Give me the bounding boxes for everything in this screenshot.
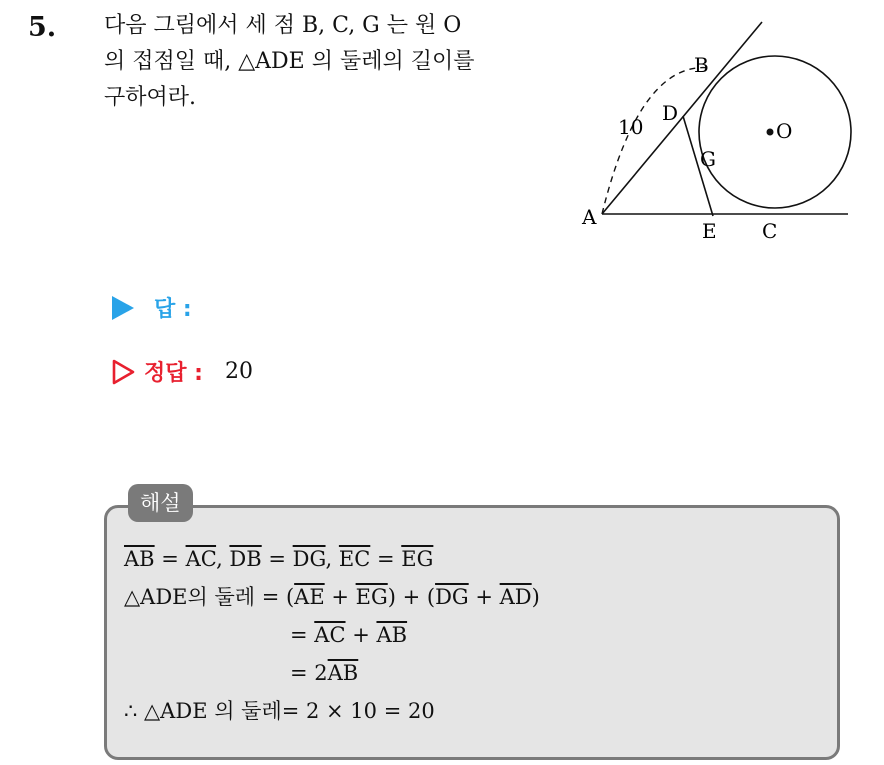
seg-eg: $\overline{EG}$ bbox=[401, 547, 434, 571]
play-outline-icon bbox=[112, 359, 136, 385]
seg-dg: $\overline{DG}$ bbox=[292, 547, 326, 571]
text: ) bbox=[531, 585, 540, 609]
seg-ec: $\overline{EC}$ bbox=[338, 547, 371, 571]
text: ) + ( bbox=[387, 585, 436, 609]
correct-answer-row bbox=[112, 356, 253, 387]
label-o: O bbox=[776, 119, 793, 143]
solution-line-3 bbox=[124, 616, 540, 654]
question-text bbox=[104, 8, 564, 116]
seg-ac: $\overline{AC}$ bbox=[185, 547, 217, 571]
solution-line-4 bbox=[124, 654, 540, 692]
seg-ab: $\overline{AB}$ bbox=[124, 547, 155, 571]
label-b: B bbox=[694, 53, 709, 77]
seg-ac: $\overline{AC}$ bbox=[314, 623, 346, 647]
seg-ae: $\overline{AE}$ bbox=[294, 585, 325, 609]
question-line: 의 접점일 때, △ADE 의 둘레의 길이를 bbox=[104, 49, 475, 74]
play-icon bbox=[112, 296, 134, 320]
solution-line-1 bbox=[124, 540, 540, 578]
text: + bbox=[468, 585, 500, 609]
seg-eg: $\overline{EG}$ bbox=[355, 585, 388, 609]
dashed-arc-ab bbox=[602, 68, 710, 214]
solution-line-5: ∴ △ADE 의 둘레= 2 × 10 = 20 bbox=[124, 699, 435, 723]
label-a: A bbox=[582, 205, 597, 229]
label-c: C bbox=[762, 219, 778, 243]
text: = bbox=[370, 547, 402, 571]
center-o bbox=[767, 129, 774, 136]
label-e: E bbox=[702, 219, 717, 243]
text: △ADE의 둘레 = ( bbox=[124, 585, 295, 609]
label-g: G bbox=[700, 147, 716, 171]
seg-ad: $\overline{AD}$ bbox=[499, 585, 532, 609]
question-number: 5. bbox=[28, 12, 57, 43]
correct-answer-value: 20 bbox=[224, 359, 253, 384]
seg-ab: $\overline{AB}$ bbox=[327, 661, 359, 685]
text: , bbox=[325, 547, 339, 571]
label-length: 10 bbox=[618, 115, 644, 139]
text: , bbox=[216, 547, 230, 571]
circle-o bbox=[699, 56, 851, 208]
answer-row bbox=[112, 292, 192, 323]
geometry-figure bbox=[570, 20, 860, 250]
question-line: 구하여라. bbox=[104, 85, 197, 110]
seg-db: $\overline{DB}$ bbox=[229, 547, 262, 571]
solution-line-2 bbox=[124, 578, 540, 616]
answer-label: 답 : bbox=[154, 297, 192, 322]
solution-content bbox=[124, 540, 540, 730]
seg-ab: $\overline{AB}$ bbox=[376, 623, 408, 647]
question-line: 다음 그림에서 세 점 B, C, G 는 원 O bbox=[104, 13, 462, 38]
text: = bbox=[290, 623, 315, 647]
seg-dg: $\overline{DG}$ bbox=[435, 585, 469, 609]
label-d: D bbox=[662, 101, 679, 125]
text: = bbox=[261, 547, 293, 571]
text: + bbox=[345, 623, 377, 647]
solution-badge: 해설 bbox=[128, 484, 193, 522]
text: = 2 bbox=[290, 661, 328, 685]
text: = bbox=[154, 547, 186, 571]
correct-answer-label: 정답 : bbox=[144, 361, 203, 386]
text: + bbox=[324, 585, 356, 609]
